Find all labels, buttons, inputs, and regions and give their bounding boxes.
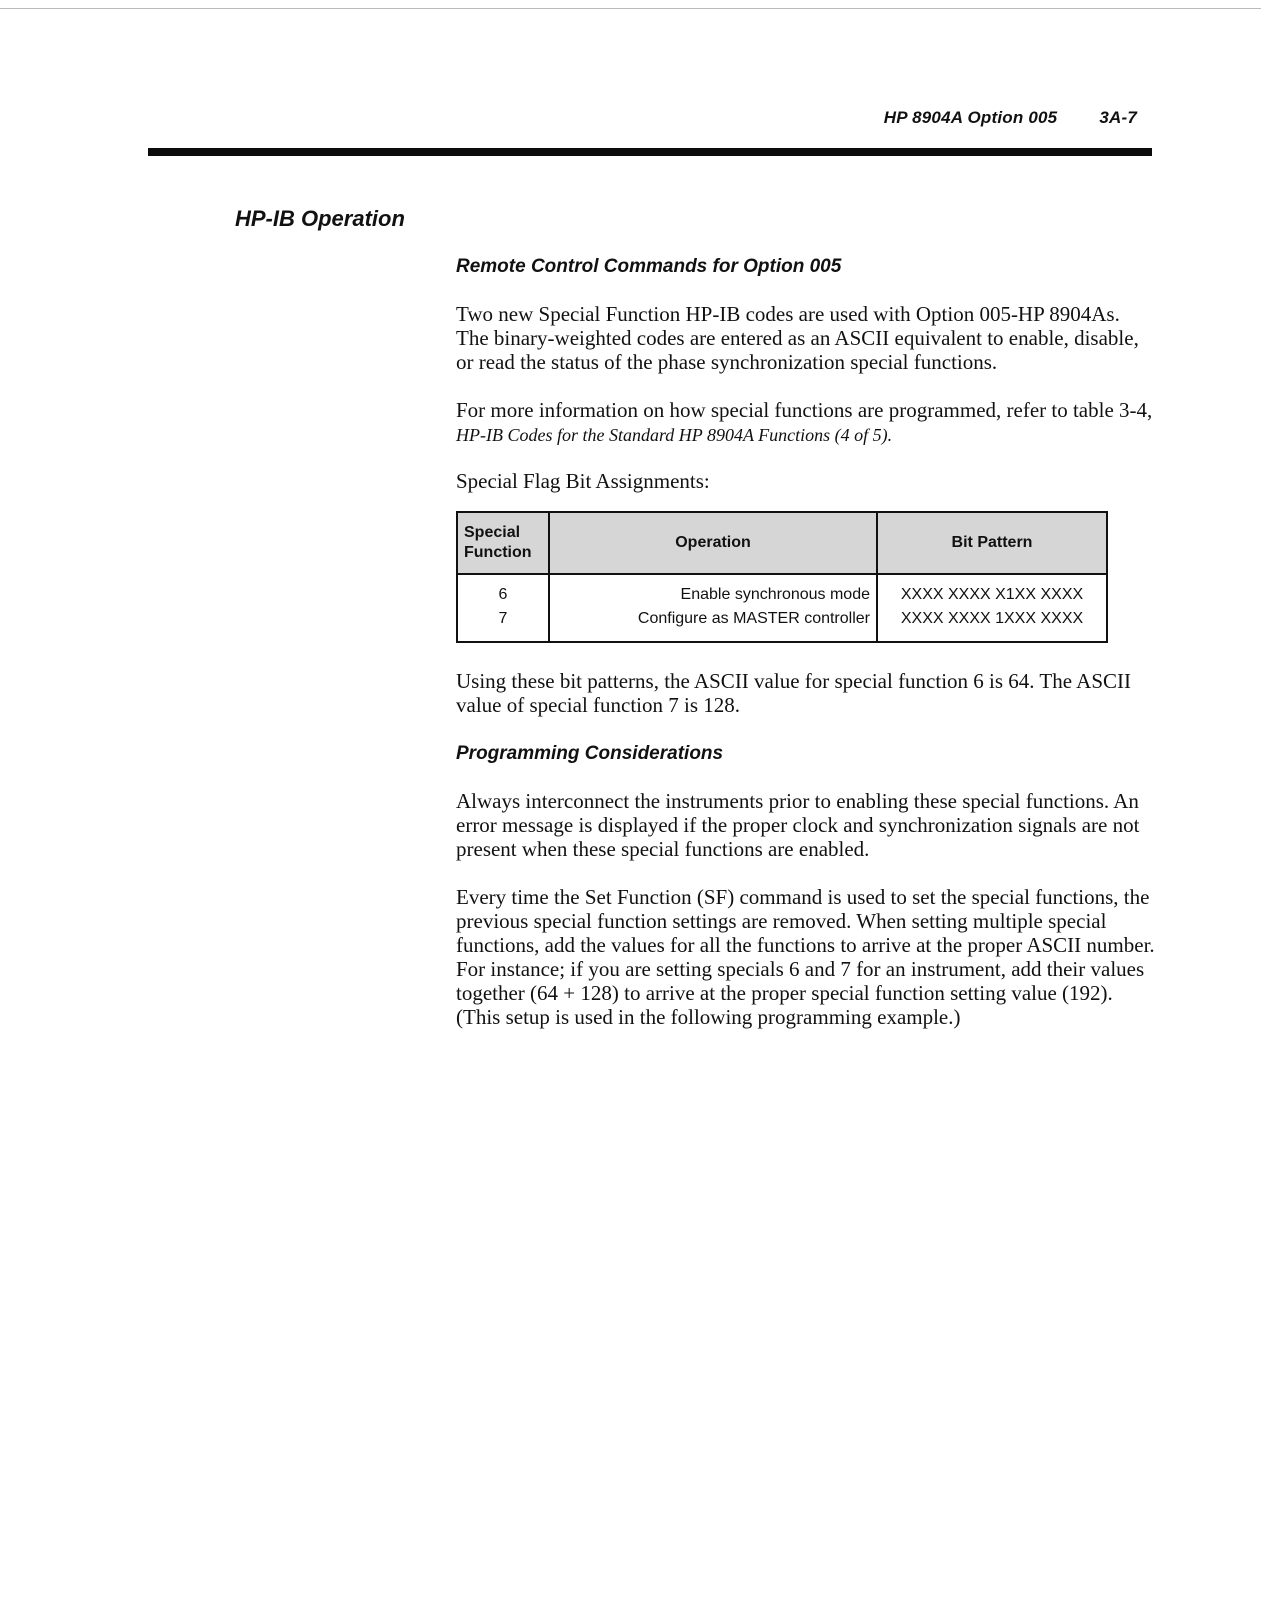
scan-edge-line <box>0 8 1261 9</box>
subsection-title-remote-commands: Remote Control Commands for Option 005 <box>456 256 842 277</box>
table-intro: Special Flag Bit Assignments: <box>456 469 710 493</box>
table-header-row <box>457 512 1107 574</box>
running-header <box>884 108 1137 128</box>
cell-bit-pattern: XXXX XXXX X1XX XXXX <box>877 574 1107 607</box>
header-rule <box>148 148 1152 156</box>
cell-function: 6 <box>457 574 549 607</box>
cell-operation: Enable synchronous mode <box>549 574 877 607</box>
cell-operation: Configure as MASTER controller <box>549 607 877 642</box>
table-row <box>457 574 1107 607</box>
header-operation: Operation <box>549 512 877 574</box>
reference-text: For more information on how special functions are programmed, refer to table 3-4, <box>456 398 1153 422</box>
paragraph-reference <box>456 398 1156 447</box>
page-number: 3A-7 <box>1099 108 1137 127</box>
section-title: HP-IB Operation <box>235 206 405 231</box>
flag-bit-table <box>456 511 1108 643</box>
header-title: HP 8904A Option 005 <box>883 108 1058 127</box>
paragraph-ascii-values: Using these bit patterns, the ASCII value for special function 6 is 64. The ASCII value of special function 7 is 128. <box>456 669 1132 717</box>
header-special-function: Special Function <box>457 512 549 574</box>
cell-function: 7 <box>457 607 549 642</box>
subsection-title-programming: Programming Considerations <box>456 743 724 764</box>
table-row <box>457 607 1107 642</box>
paragraph-interconnect: Always interconnect the instruments prior to enabling these special functions. An error message is displayed if the proper clock and synchronization signals are not present when these special functions are enabled. <box>456 789 1140 861</box>
main-content <box>456 256 1156 1029</box>
table-reference: HP-IB Codes for the Standard HP 8904A Functions (4 of 5). <box>456 425 893 445</box>
cell-bit-pattern: XXXX XXXX 1XXX XXXX <box>877 607 1107 642</box>
paragraph-intro: Two new Special Function HP-IB codes are used with Option 005-HP 8904As. The binary-weighted codes are entered as an ASCII equivalent to enable, disable, or read the status of the phase synchronization special functions. <box>456 302 1139 374</box>
paragraph-set-function: Every time the Set Function (SF) command is used to set the special functions, the previous special function settings are removed. When setting multiple special functions, add the values for all the functions to arrive at the proper ASCII number. For instance; if you are setting specials 6 and 7 for an instrument, add their values together (64 + 128) to arrive at the proper special function setting value (192). (This setup is used in the following programming example.) <box>456 885 1155 1029</box>
header-bit-pattern: Bit Pattern <box>877 512 1107 574</box>
